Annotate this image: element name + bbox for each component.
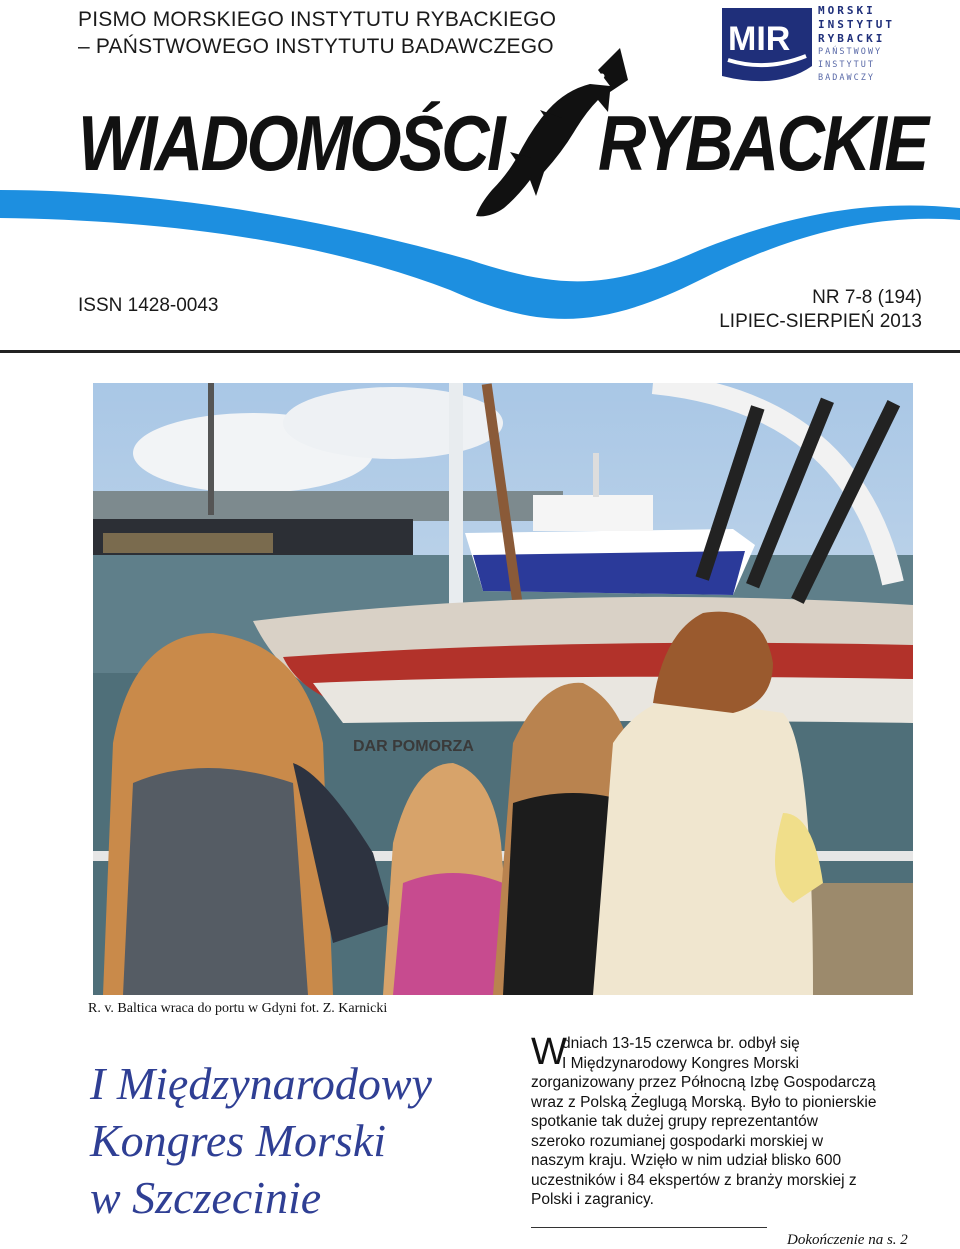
masthead-title-right: RYBACKIE bbox=[598, 99, 927, 187]
header-rule bbox=[0, 350, 960, 353]
logo-name-3: RYBACKI bbox=[818, 32, 886, 45]
issue-number: NR 7-8 (194) bbox=[812, 287, 922, 308]
article-line: zorganizowany przez Północną Izbę Gospodarczą bbox=[531, 1074, 876, 1091]
article-line: spotkanie tak dużej grupy reprezentantów bbox=[531, 1113, 818, 1130]
article-line: uczestników i 84 ekspertów z branży morskiej z bbox=[531, 1171, 857, 1189]
issue-date: LIPIEC-SIERPIEŃ 2013 bbox=[719, 311, 922, 332]
headline-line-1: I Międzynarodowy bbox=[90, 1058, 432, 1109]
photo-caption: R. v. Baltica wraca do portu w Gdyni fot. Z. Karnicki bbox=[88, 1001, 388, 1016]
logo-sub-3: BADAWCZY bbox=[818, 73, 875, 83]
article-line: szeroko rozumianej gospodarki morskiej w bbox=[531, 1132, 824, 1150]
article-line: naszym kraju. Wzięło w nim udział blisko 600 bbox=[531, 1152, 842, 1169]
logo-abbr: MIR bbox=[728, 20, 791, 58]
hull-text: DAR POMORZA bbox=[353, 738, 474, 755]
issn: ISSN 1428-0043 bbox=[78, 295, 219, 316]
logo-sub-1: PAŃSTWOWY bbox=[818, 47, 883, 57]
article-headline bbox=[90, 1055, 432, 1226]
footer-rule bbox=[531, 1227, 767, 1228]
logo-sub-2: INSTYTUT bbox=[818, 60, 875, 70]
publisher-line-2: – PAŃSTWOWEGO INSTYTUTU BADAWCZEGO bbox=[78, 35, 554, 58]
logo-name-1: MORSKI bbox=[818, 4, 876, 17]
drop-cap: W bbox=[531, 1031, 567, 1073]
article-line: Polski i zagranicy. bbox=[531, 1191, 654, 1208]
publisher-line-1: PISMO MORSKIEGO INSTYTUTU RYBACKIEGO bbox=[78, 8, 557, 31]
article-line: dniach 13-15 czerwca br. odbył się bbox=[562, 1035, 800, 1052]
masthead-title-left: WIADOMOŚCI bbox=[78, 99, 504, 187]
cover-photo bbox=[93, 383, 913, 995]
article-line: I Międzynarodowy Kongres Morski bbox=[562, 1054, 799, 1072]
article-body bbox=[531, 1031, 923, 1210]
logo-wordmark bbox=[818, 4, 895, 85]
article-line: wraz z Polską Żeglugą Morską. Było to pionierskie bbox=[531, 1093, 877, 1111]
continued-note: Dokończenie na s. 2 bbox=[787, 1232, 908, 1248]
headline-line-3: w Szczecinie bbox=[90, 1172, 322, 1223]
issue-info bbox=[719, 286, 922, 334]
headline-line-2: Kongres Morski bbox=[90, 1115, 387, 1166]
logo-name-2: INSTYTUT bbox=[818, 18, 895, 31]
